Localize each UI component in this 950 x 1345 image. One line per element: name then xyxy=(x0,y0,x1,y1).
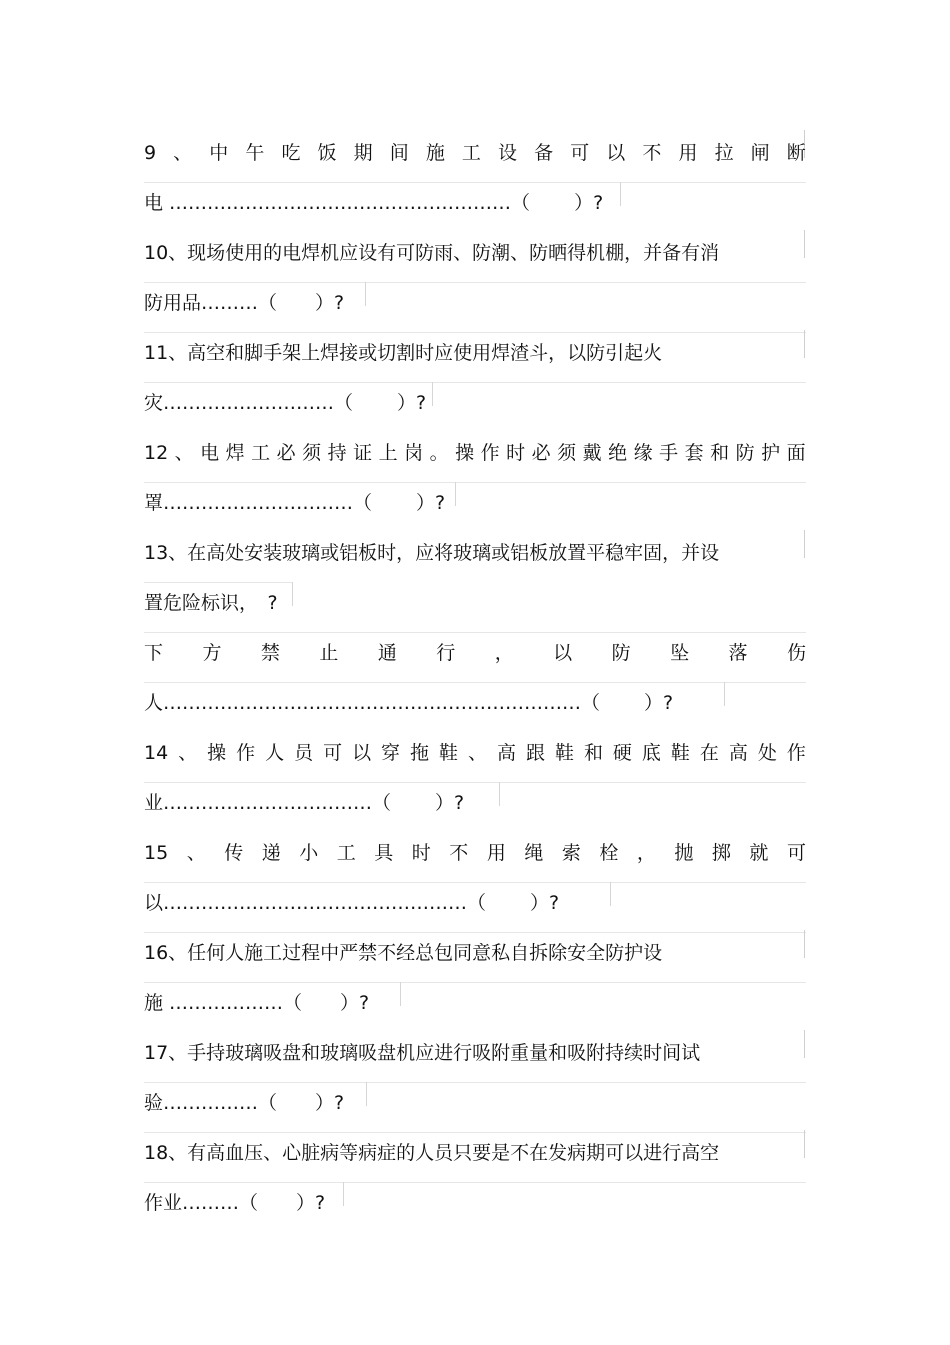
text-glyph: 小 xyxy=(299,842,319,864)
text-glyph: 栓 xyxy=(599,842,619,864)
text-glyph: 、 xyxy=(178,742,198,764)
text-glyph: 以 xyxy=(553,642,573,664)
text-glyph: 递 xyxy=(261,842,281,864)
answer-blank: 人…………………………………………………………（ ）? xyxy=(144,692,674,714)
text-glyph: 操 xyxy=(207,742,227,764)
text-glyph: 绳 xyxy=(524,842,544,864)
divider xyxy=(455,482,456,506)
text-glyph: 不 xyxy=(642,142,662,164)
text-glyph: 传 xyxy=(224,842,244,864)
question-10 xyxy=(144,228,806,328)
text-glyph: 套 xyxy=(684,442,704,464)
text-glyph: 可 xyxy=(323,742,343,764)
answer-blank: 作业………（ ）? xyxy=(144,1192,326,1214)
divider xyxy=(144,1182,806,1183)
divider xyxy=(610,882,611,906)
text-glyph: 高 xyxy=(728,742,748,764)
text-glyph: 闸 xyxy=(750,142,770,164)
text-glyph: 禁 xyxy=(260,642,280,664)
question-17 xyxy=(144,1028,806,1128)
question-text xyxy=(144,640,806,666)
answer-blank: 灾………………………（ ）? xyxy=(144,392,427,414)
text-glyph: 防 xyxy=(735,442,755,464)
divider xyxy=(144,332,806,333)
divider xyxy=(144,882,806,883)
divider xyxy=(144,982,806,983)
text-glyph: 断 xyxy=(786,142,806,164)
divider xyxy=(804,330,805,358)
question-text: 13、在高处安装玻璃或铝板时，应将玻璃或铝板放置平稳牢固，并设 xyxy=(144,542,720,564)
text-glyph: 、 xyxy=(174,442,194,464)
text-glyph: 、 xyxy=(186,842,206,864)
text-glyph: 14 xyxy=(144,742,169,764)
text-glyph: 和 xyxy=(710,442,730,464)
divider xyxy=(144,932,806,933)
text-glyph: 12 xyxy=(144,442,169,464)
divider xyxy=(144,782,806,783)
text-glyph: 护 xyxy=(761,442,781,464)
text-glyph: 中 xyxy=(209,142,229,164)
text-glyph: 鞋 xyxy=(554,742,574,764)
text-glyph: 鞋 xyxy=(670,742,690,764)
question-text: 11、高空和脚手架上焊接或切割时应使用焊渣斗，以防引起火 xyxy=(144,342,663,364)
text-glyph: 必 xyxy=(531,442,551,464)
question-line xyxy=(144,778,806,828)
text-glyph: 可 xyxy=(570,142,590,164)
text-glyph: 伤 xyxy=(786,642,806,664)
text-glyph: 作 xyxy=(786,742,806,764)
divider xyxy=(343,1182,344,1206)
question-text: 10、现场使用的电焊机应设有可防雨、防潮、防晒得机棚，并备有消 xyxy=(144,242,720,264)
text-glyph: 期 xyxy=(353,142,373,164)
text-glyph: 硬 xyxy=(612,742,632,764)
text-glyph: 用 xyxy=(678,142,698,164)
question-line xyxy=(144,678,806,728)
question-line xyxy=(144,978,806,1028)
text-glyph: 设 xyxy=(498,142,518,164)
text-glyph: 处 xyxy=(757,742,777,764)
text-glyph: ， xyxy=(636,842,656,864)
question-line xyxy=(144,828,806,878)
question-text xyxy=(144,440,806,466)
question-13-continued xyxy=(144,628,806,728)
text-glyph: 饭 xyxy=(317,142,337,164)
divider xyxy=(804,1030,805,1058)
text-glyph: 止 xyxy=(319,642,339,664)
question-16 xyxy=(144,928,806,1028)
text-glyph: 绝 xyxy=(608,442,628,464)
question-line xyxy=(144,428,806,478)
text-glyph: 工 xyxy=(461,142,481,164)
text-glyph: 工 xyxy=(251,442,271,464)
divider xyxy=(144,382,806,383)
text-glyph: 时 xyxy=(411,842,431,864)
text-glyph: 穿 xyxy=(381,742,401,764)
text-glyph: 9 xyxy=(144,142,157,164)
divider xyxy=(804,530,805,558)
divider xyxy=(804,230,805,258)
text-glyph: 方 xyxy=(202,642,222,664)
text-glyph: 底 xyxy=(641,742,661,764)
text-glyph: 员 xyxy=(294,742,314,764)
answer-blank: 电 ………………………………………………（ ）? xyxy=(144,192,604,214)
text-glyph: 。 xyxy=(429,442,449,464)
text-glyph: 缘 xyxy=(633,442,653,464)
text-glyph: 必 xyxy=(276,442,296,464)
question-11 xyxy=(144,328,806,428)
question-line xyxy=(144,478,806,528)
text-glyph: 、 xyxy=(173,142,193,164)
divider xyxy=(144,682,806,683)
answer-blank: 施 ………………（ ）? xyxy=(144,992,370,1014)
text-glyph: 岗 xyxy=(404,442,424,464)
text-glyph: 时 xyxy=(506,442,526,464)
text-glyph: 间 xyxy=(389,142,409,164)
text-glyph: 作 xyxy=(480,442,500,464)
text-glyph: 就 xyxy=(749,842,769,864)
text-glyph: 须 xyxy=(302,442,322,464)
text-glyph: 通 xyxy=(377,642,397,664)
text-glyph: 面 xyxy=(786,442,806,464)
divider xyxy=(432,382,433,406)
divider xyxy=(400,982,401,1006)
text-glyph: 下 xyxy=(144,642,164,664)
text-glyph: 人 xyxy=(265,742,285,764)
divider xyxy=(804,1130,805,1158)
text-glyph: 施 xyxy=(425,142,445,164)
text-glyph: 索 xyxy=(561,842,581,864)
text-glyph: 须 xyxy=(557,442,577,464)
question-line xyxy=(144,228,806,278)
text-glyph: 可 xyxy=(786,842,806,864)
question-line xyxy=(144,1128,806,1178)
text-glyph: 落 xyxy=(728,642,748,664)
text-glyph: 鞋 xyxy=(439,742,459,764)
question-line xyxy=(144,328,806,378)
divider xyxy=(620,182,621,206)
divider xyxy=(144,632,806,633)
question-text xyxy=(144,140,806,166)
text-glyph: 高 xyxy=(496,742,516,764)
text-glyph: 拖 xyxy=(410,742,430,764)
text-glyph: 坠 xyxy=(670,642,690,664)
question-text: 16、任何人施工过程中严禁不经总包同意私自拆除安全防护设 xyxy=(144,942,663,964)
question-line xyxy=(144,178,806,228)
text-glyph: 上 xyxy=(378,442,398,464)
text-glyph: 工 xyxy=(336,842,356,864)
question-15 xyxy=(144,828,806,928)
question-text: 18、有高血压、心脏病等病症的人员只要是不在发病期可以进行高空 xyxy=(144,1142,720,1164)
text-glyph: 操 xyxy=(455,442,475,464)
text-glyph: 焊 xyxy=(225,442,245,464)
divider xyxy=(144,282,806,283)
question-line xyxy=(144,928,806,978)
question-text: 17、手持玻璃吸盘和玻璃吸盘机应进行吸附重量和吸附持续时间试 xyxy=(144,1042,701,1064)
divider xyxy=(144,482,806,483)
text-glyph: 掷 xyxy=(711,842,731,864)
text-glyph: 和 xyxy=(583,742,603,764)
text-glyph: 跟 xyxy=(525,742,545,764)
text-glyph: 证 xyxy=(353,442,373,464)
text-glyph: 抛 xyxy=(674,842,694,864)
text-glyph: 用 xyxy=(486,842,506,864)
answer-blank: 罩…………………………（ ）? xyxy=(144,492,446,514)
question-line xyxy=(144,628,806,678)
question-text xyxy=(144,740,806,766)
question-line xyxy=(144,878,806,928)
text-glyph: 持 xyxy=(327,442,347,464)
answer-blank: 防用品………（ ）? xyxy=(144,292,345,314)
answer-blank: 业……………………………（ ）? xyxy=(144,792,465,814)
question-line xyxy=(144,1178,806,1228)
divider xyxy=(292,582,293,606)
question-line xyxy=(144,578,806,628)
text-glyph: 具 xyxy=(374,842,394,864)
question-line xyxy=(144,278,806,328)
divider xyxy=(804,930,805,958)
text-glyph: 防 xyxy=(611,642,631,664)
question-line xyxy=(144,728,806,778)
text-glyph: 作 xyxy=(236,742,256,764)
question-13 xyxy=(144,528,806,628)
divider xyxy=(365,282,366,306)
divider xyxy=(724,682,725,706)
text-glyph: 在 xyxy=(699,742,719,764)
question-line xyxy=(144,128,806,178)
question-12 xyxy=(144,428,806,528)
question-line xyxy=(144,1028,806,1078)
divider xyxy=(144,1132,806,1133)
question-line xyxy=(144,378,806,428)
text-glyph: 拉 xyxy=(714,142,734,164)
text-glyph: 以 xyxy=(352,742,372,764)
text-glyph: 、 xyxy=(468,742,488,764)
question-14 xyxy=(144,728,806,828)
text-glyph: ， xyxy=(494,642,514,664)
question-18 xyxy=(144,1128,806,1228)
text-glyph: 吃 xyxy=(281,142,301,164)
divider xyxy=(499,782,500,806)
text-glyph: 戴 xyxy=(582,442,602,464)
answer-blank: 验……………（ ）? xyxy=(144,1092,345,1114)
question-text: 置危险标识， ? xyxy=(144,592,278,614)
question-line xyxy=(144,528,806,578)
text-glyph: 15 xyxy=(144,842,169,864)
question-9 xyxy=(144,128,806,228)
answer-blank: 以…………………………………………（ ）? xyxy=(144,892,560,914)
text-glyph: 备 xyxy=(534,142,554,164)
divider xyxy=(366,1082,367,1106)
divider xyxy=(144,182,806,183)
divider xyxy=(144,582,292,583)
text-glyph: 午 xyxy=(245,142,265,164)
text-glyph: 电 xyxy=(200,442,220,464)
question-line xyxy=(144,1078,806,1128)
question-text xyxy=(144,840,806,866)
text-glyph: 行 xyxy=(436,642,456,664)
text-glyph: 手 xyxy=(659,442,679,464)
divider xyxy=(144,1082,806,1083)
text-glyph: 以 xyxy=(606,142,626,164)
text-glyph: 不 xyxy=(449,842,469,864)
